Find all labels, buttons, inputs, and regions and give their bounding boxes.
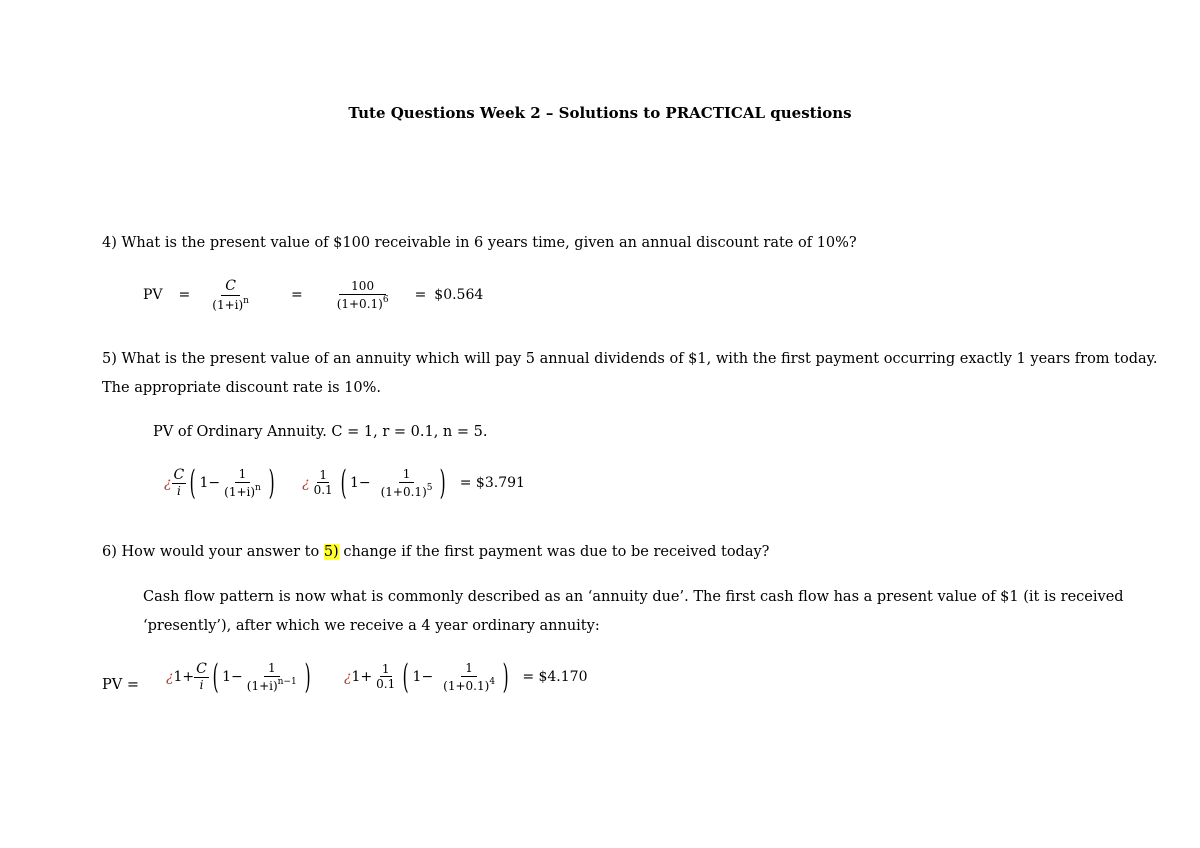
q6-highlighted-reference: 5) [323, 544, 339, 560]
q4-numeric-denominator: (1+0.1) [336, 296, 383, 311]
q4-general-fraction [208, 279, 253, 311]
q4-general-denominator: (1+i) [212, 297, 244, 312]
q4-general-numerator: C [221, 279, 240, 296]
q5-one: 1 [319, 468, 327, 483]
q6-point-one: 0.1 [376, 677, 396, 691]
question-5-text-line1: 5) What is the present value of an annuity which will pay 5 annual dividends of $1, with the first payment occurring exactly 1 years from today. [102, 351, 1158, 367]
q6-pv-label: PV = [102, 677, 139, 693]
q4-equals-1: = [178, 287, 191, 304]
q6-close-paren-2: ) [502, 657, 509, 697]
q4-pv-label: PV [143, 287, 163, 304]
q6-open-paren-2: ( [402, 657, 409, 697]
q5-point-one: 0.1 [313, 483, 333, 497]
q6-glyph-2: ¿ [344, 669, 352, 685]
q6-numeric-numerator: 1 [461, 662, 477, 677]
question-6-text [102, 544, 769, 560]
q5-glyph-2: ¿ [302, 475, 310, 491]
q5-numeric-fraction [377, 468, 437, 498]
q4-general-exponent: n [243, 295, 249, 306]
q5-one-over-point-one [310, 469, 337, 496]
q6-text-prefix: 6) How would your answer to [102, 544, 324, 560]
q4-numeric-numerator: 100 [339, 280, 386, 295]
q5-open-paren-2: ( [340, 463, 347, 503]
q5-general-numerator: 1 [235, 468, 251, 483]
q6-one-minus-2: 1− [412, 669, 434, 685]
q5-i: i [176, 484, 181, 499]
q6-general-exponent: n−1 [277, 676, 297, 687]
q6-general-numerator: 1 [264, 662, 280, 677]
q6-result: = $4.170 [522, 669, 588, 685]
q4-equals-3: = [414, 287, 427, 304]
q6-paragraph-line1: Cash flow pattern is now what is commonly described as an ‘annuity due’. The first cash flow has a present value of $1 (it is received [143, 589, 1124, 605]
q5-general-exponent: n [255, 482, 261, 493]
q4-equals-2: = [290, 287, 303, 304]
q6-text-suffix: change if the first payment was due to be received today? [338, 544, 770, 560]
q5-glyph-1: ¿ [164, 475, 172, 491]
q6-glyph-1: ¿ [166, 669, 174, 685]
q6-general-fraction [243, 662, 301, 692]
q5-one-minus-2: 1− [349, 475, 371, 491]
q6-one-minus-1: 1− [222, 669, 243, 685]
q5-numeric-numerator: 1 [399, 468, 415, 483]
q5-close-paren-1: ) [268, 463, 275, 503]
q6-one: 1 [381, 662, 390, 677]
q6-open-paren-1: ( [212, 657, 219, 697]
q4-numeric-exponent: 6 [382, 294, 389, 305]
q6-formula [166, 657, 588, 697]
q6-i: i [199, 678, 204, 693]
q6-numeric-denominator: (1+0.1) [443, 678, 490, 693]
q5-open-paren-1: ( [189, 463, 196, 503]
q6-one-plus-2: 1+ [351, 669, 373, 685]
q5-ordinary-annuity-label: PV of Ordinary Annuity. C = 1, r = 0.1, n = 5. [153, 424, 488, 440]
q6-numeric-exponent: 4 [489, 676, 496, 687]
q5-result: = $3.791 [459, 475, 525, 491]
q5-formula [164, 463, 525, 503]
page-title: Tute Questions Week 2 – Solutions to PRACTICAL questions [348, 104, 852, 122]
q5-general-fraction [220, 468, 265, 498]
q6-close-paren-1: ) [304, 657, 311, 697]
q4-numeric-fraction [333, 280, 393, 310]
q5-general-denominator: (1+i) [224, 484, 256, 499]
q5-close-paren-2: ) [440, 463, 447, 503]
question-5-text-line2: The appropriate discount rate is 10%. [102, 380, 382, 396]
q6-one-over-point-one [372, 663, 399, 690]
q5-numeric-exponent: 5 [426, 482, 433, 493]
q5-one-minus-1: 1− [199, 475, 221, 491]
q6-general-denominator: (1+i) [246, 678, 278, 693]
q6-c: C [196, 661, 207, 678]
q5-numeric-denominator: (1+0.1) [380, 484, 427, 499]
q5-c-over-i [172, 468, 187, 497]
q6-paragraph-line2: ‘presently’), after which we receive a 4 year ordinary annuity: [143, 618, 600, 634]
q4-result: $0.564 [434, 287, 484, 304]
q6-c-over-i [194, 662, 209, 691]
q5-c: C [173, 467, 185, 484]
q6-one-plus-1: 1+ [173, 669, 195, 685]
q6-numeric-fraction [439, 662, 499, 692]
q4-formula [143, 279, 483, 311]
question-4-text: 4) What is the present value of $100 receivable in 6 years time, given an annual discount rate of 10%? [102, 235, 857, 251]
